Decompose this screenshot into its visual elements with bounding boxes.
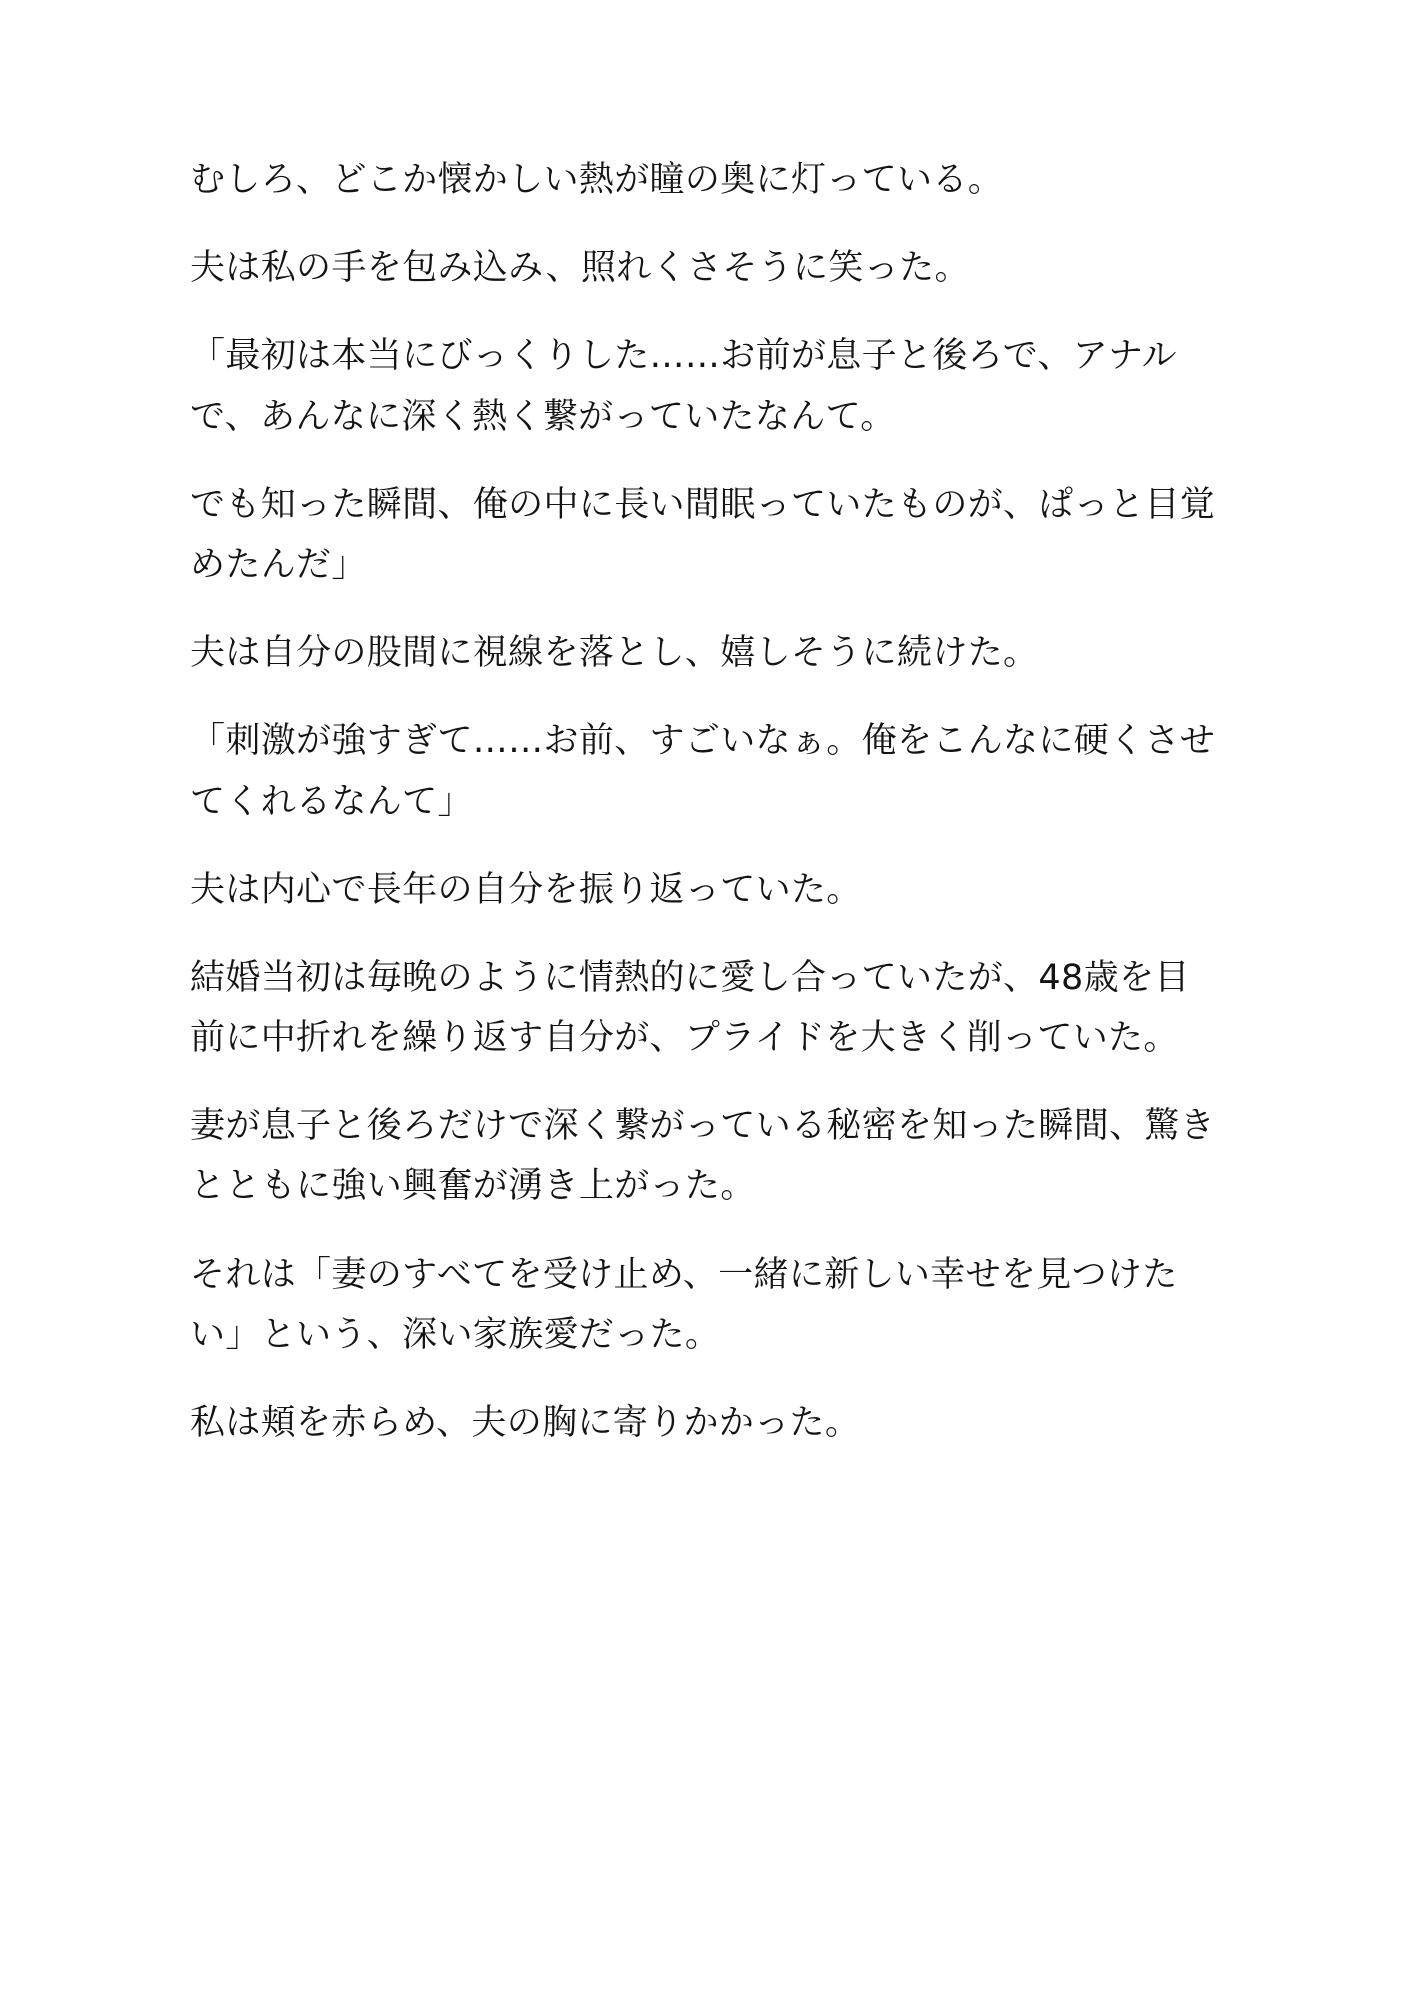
paragraph: 「最初は本当にびっくりした……お前が息子と後ろで、アナルで、あんなに深く熱く繋がっていたなんて。 <box>190 336 1178 437</box>
paragraph: 結婚当初は毎晩のように情熱的に愛し合っていたが、48歳を目前に中折れを繰り返す自分が、プライドを大きく削っていた。 <box>190 957 1190 1059</box>
paragraph: 夫は自分の股間に視線を落とし、嬉しそうに続けた。 <box>190 633 1039 674</box>
paragraph: 夫は内心で長年の自分を振り返っていた。 <box>190 869 862 910</box>
paragraph: 私は頬を赤らめ、夫の胸に寄りかかった。 <box>190 1403 861 1443</box>
paragraph: それは「妻のすべてを受け止め、一緒に新しい幸せを見つけたい」という、深い家族愛だった。 <box>190 1254 1178 1355</box>
paragraph: 「刺激が強すぎて……お前、すごいなぁ。俺をこんなに硬くさせてくれるなんて」 <box>190 721 1216 822</box>
paragraph: 妻が息子と後ろだけで深く繋がっている秘密を知った瞬間、驚きとともに強い興奮が湧き上がった。 <box>190 1106 1216 1207</box>
paragraph: むしろ、どこか懐かしい熱が瞳の奥に灯っている。 <box>190 160 1004 200</box>
paragraph: でも知った瞬間、俺の中に長い間眠っていたものが、ぱっと目覚めたんだ」 <box>190 484 1216 585</box>
paragraph: 夫は私の手を包み込み、照れくさそうに笑った。 <box>190 248 970 289</box>
